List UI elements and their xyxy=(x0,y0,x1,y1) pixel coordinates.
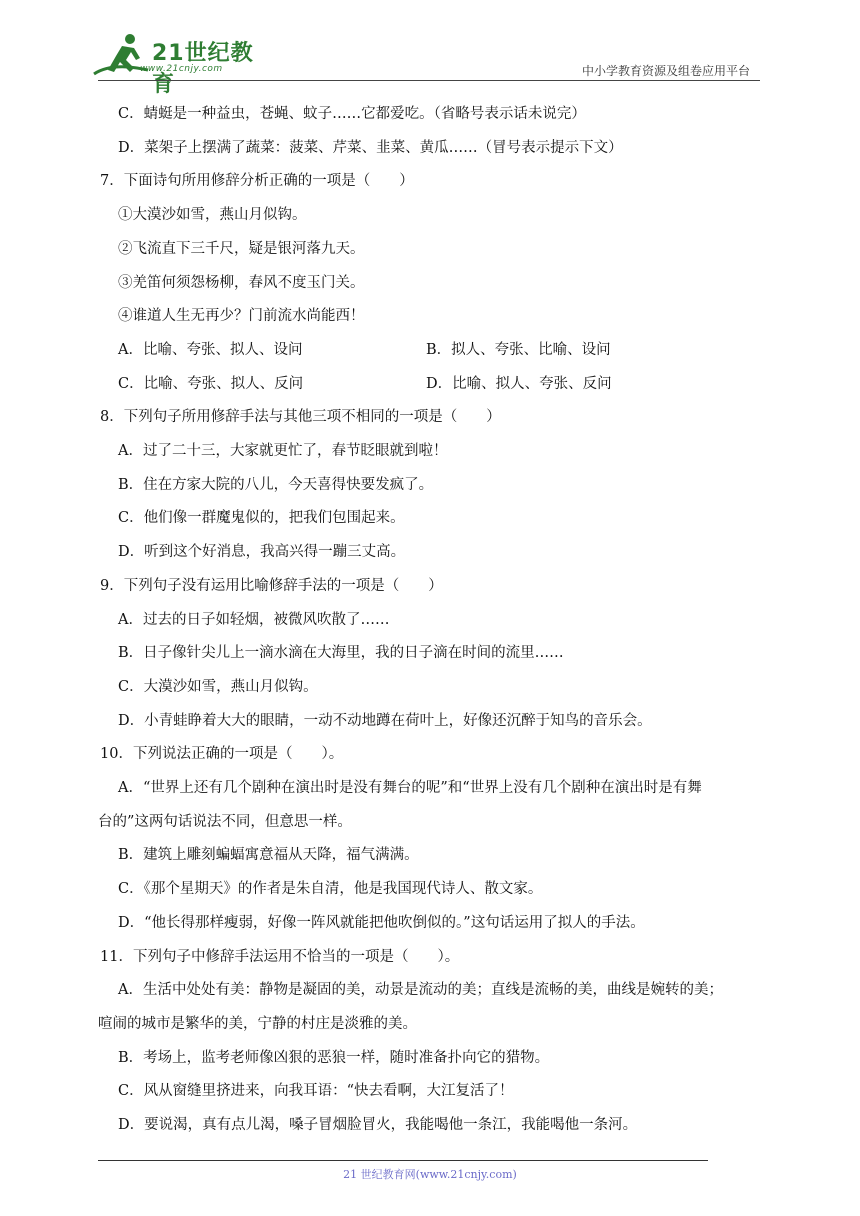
option-b: B．拟人、夸张、比喻、设问 xyxy=(426,341,611,358)
text-line: B．考场上，监考老师像凶狠的恶狼一样，随时准备扑向它的猎物。 xyxy=(118,1049,550,1066)
text-line: D．“他长得那样瘦弱，好像一阵风就能把他吹倒似的。”这句话运用了拟人的手法。 xyxy=(118,914,645,931)
text-line: B．日子像针尖儿上一滴水滴在大海里，我的日子滴在时间的流里…… xyxy=(118,645,564,662)
page-header xyxy=(0,0,860,97)
text-line: C．蜻蜓是一种益虫，苍蝇、蚊子……它都爱吃。（省略号表示话未说完） xyxy=(118,106,586,122)
text-line: D．小青蛙睁着大大的眼睛，一动不动地蹲在荷叶上，好像还沉醉于知鸟的音乐会。 xyxy=(118,712,652,729)
text-line: ③羌笛何须怨杨柳，春风不度玉门关。 xyxy=(118,274,365,291)
question-stem: 11．下列句子中修辞手法运用不恰当的一项是（ ）。 xyxy=(100,948,460,965)
text-line: D．菜架子上摆满了蔬菜：菠菜、芹菜、韭菜、黄瓜……（冒号表示提示下文） xyxy=(118,139,623,156)
option-c: C．比喻、夸张、拟人、反问 xyxy=(118,375,304,392)
option-row xyxy=(98,334,778,368)
page-footer: 21 世纪教育网(www.21cnjy.com) xyxy=(343,1168,517,1181)
text-line: 喧闹的城市是繁华的美，宁静的村庄是淡雅的美。 xyxy=(98,1015,417,1032)
text-line: A．过去的日子如轻烟，被微风吹散了…… xyxy=(118,611,390,628)
text-line: 台的”这两句话说法不同，但意思一样。 xyxy=(98,813,352,830)
text-line: B．建筑上雕刻蝙蝠寓意福从天降，福气满满。 xyxy=(118,847,419,864)
logo-text: 21世纪教育 xyxy=(152,41,254,97)
text-line: C．风从窗缝里挤进来，向我耳语：“快去看啊，大江复活了！ xyxy=(118,1083,514,1100)
question-stem: 9．下列句子没有运用比喻修辞手法的一项是（ ） xyxy=(100,577,443,594)
text-line: ④谁道人生无再少？门前流水尚能西！ xyxy=(118,308,365,325)
option-d: D．比喻、拟人、夸张、反问 xyxy=(426,375,612,392)
text-line: C．《那个星期天》的作者是朱自清，他是我国现代诗人、散文家。 xyxy=(118,881,543,898)
platform-name: 中小学教育资源及组卷应用平台 xyxy=(581,64,750,78)
text-line: A．过了二十三，大家就更忙了，春节眨眼就到啦！ xyxy=(118,443,448,460)
header-divider xyxy=(98,80,760,81)
text-line: ②飞流直下三千尺，疑是银河落九天。 xyxy=(118,240,365,257)
text-line: A．“世界上还有几个剧种在演出时是没有舞台的呢”和“世界上没有几个剧种在演出时是有舞 xyxy=(118,780,702,797)
document-body xyxy=(98,98,778,1143)
text-line: B．住在方家大院的八儿，今天喜得快要发疯了。 xyxy=(118,476,434,493)
text-line: D．要说渴，真有点儿渴，嗓子冒烟脸冒火，我能喝他一条江，我能喝他一条河。 xyxy=(118,1117,638,1134)
text-line: C．大漠沙如雪，燕山月似钩。 xyxy=(118,678,318,695)
option-row xyxy=(98,368,778,402)
logo-url: www.21cnjy.com xyxy=(140,64,223,74)
text-line: D．听到这个好消息，我高兴得一蹦三丈高。 xyxy=(118,544,406,561)
text-line: ①大漠沙如雪，燕山月似钩。 xyxy=(118,207,307,224)
question-stem: 10．下列说法正确的一项是（ ）。 xyxy=(100,746,344,763)
footer-divider xyxy=(98,1160,708,1161)
question-stem: 8．下列句子所用修辞手法与其他三项不相同的一项是（ ） xyxy=(100,409,501,426)
site-logo xyxy=(92,32,272,97)
text-line: A．生活中处处有美：静物是凝固的美，动景是流动的美；直线是流畅的美，曲线是婉转的美； xyxy=(118,982,723,999)
question-stem: 7．下面诗句所用修辞分析正确的一项是（ ） xyxy=(100,173,414,190)
text-line: C．他们像一群魔鬼似的，把我们包围起来。 xyxy=(118,510,405,527)
option-a: A．比喻、夸张、拟人、设问 xyxy=(118,341,303,358)
q7-options xyxy=(98,334,778,401)
